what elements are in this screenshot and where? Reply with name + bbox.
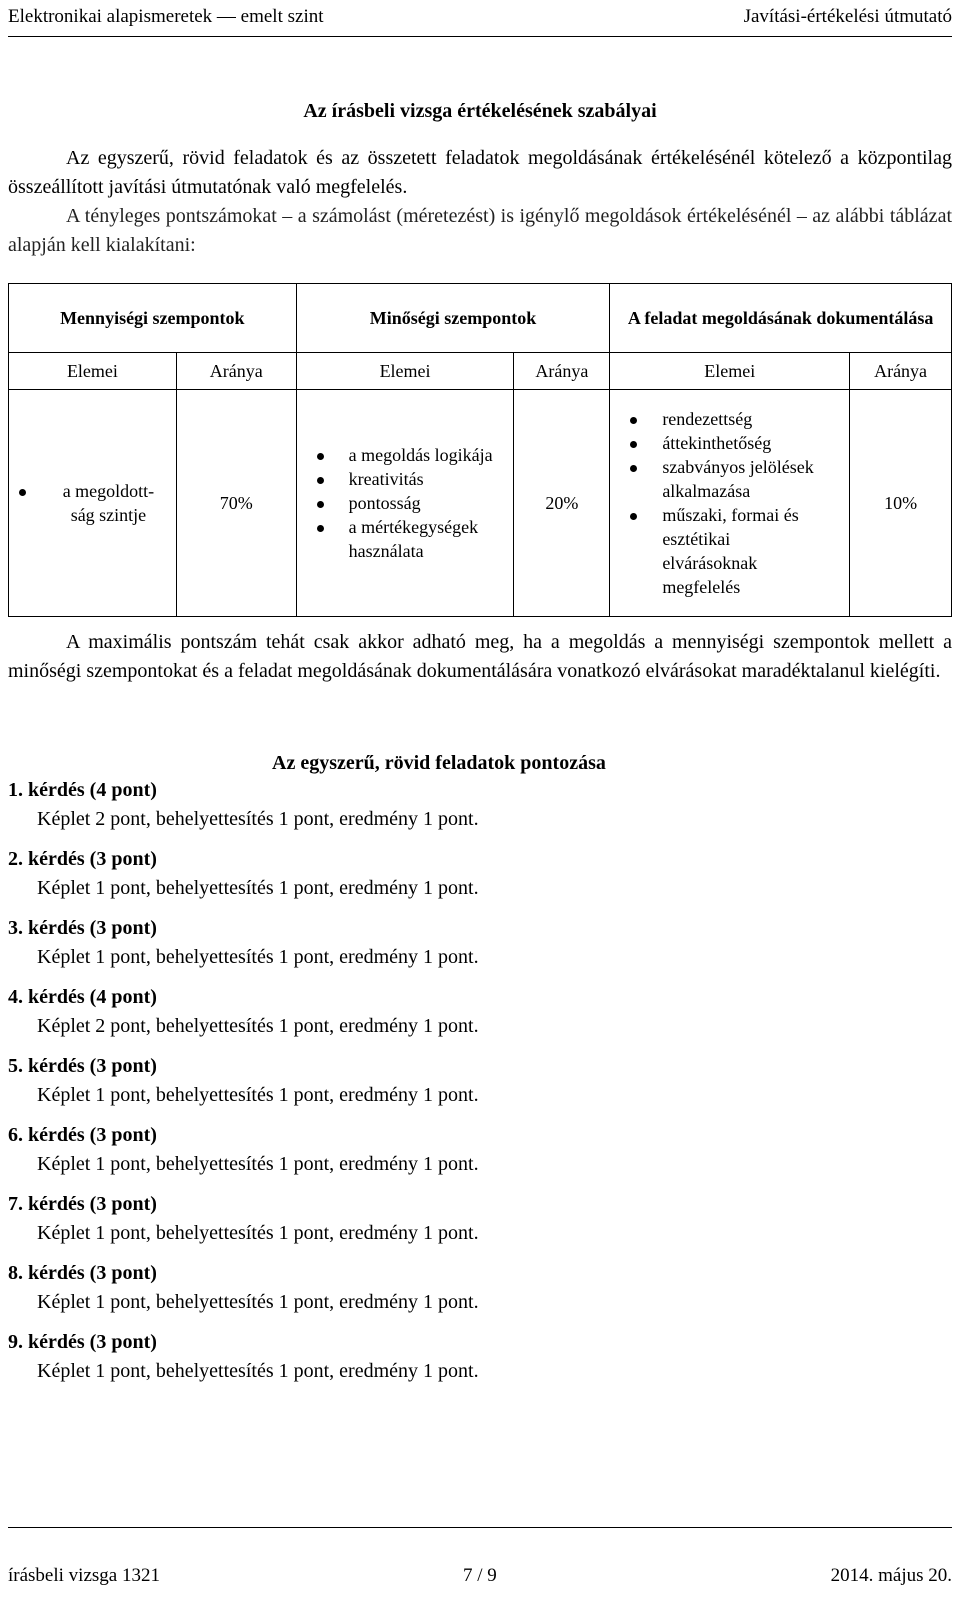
subheader-elements: Elemei	[296, 353, 514, 390]
subheader-elements: Elemei	[9, 353, 177, 390]
question-title: 8. kérdés (3 pont)	[8, 1262, 157, 1284]
quality-elements-cell	[296, 390, 514, 617]
documentation-list	[610, 407, 849, 599]
question-item	[8, 1121, 479, 1179]
question-item	[8, 1190, 479, 1248]
page-footer	[8, 1527, 952, 1587]
subheader-ratio: Aránya	[850, 353, 952, 390]
question-detail: Képlet 1 pont, behelyettesítés 1 pont, eredmény 1 pont.	[37, 1084, 479, 1106]
criteria-table	[8, 283, 952, 617]
subheader-ratio: Aránya	[514, 353, 610, 390]
quantity-list	[9, 479, 176, 527]
question-item	[8, 983, 479, 1041]
list-item: kreativitás	[349, 467, 514, 491]
question-title: 6. kérdés (3 pont)	[8, 1124, 157, 1146]
question-detail: Képlet 1 pont, behelyettesítés 1 pont, eredmény 1 pont.	[37, 1222, 479, 1244]
question-detail: Képlet 1 pont, behelyettesítés 1 pont, eredmény 1 pont.	[37, 1291, 479, 1313]
question-detail: Képlet 1 pont, behelyettesítés 1 pont, eredmény 1 pont.	[37, 946, 479, 968]
list-item: rendezettség	[662, 407, 819, 431]
section-title: Az írásbeli vizsga értékelésének szabályai	[303, 100, 657, 122]
conclusion-paragraph: A maximális pontszám tehát csak akkor adható meg, ha a megoldás a mennyiségi szempontok mellett a minőségi szempontokat és a feladat megoldásának dokumentálására vonatkozó elvárásokat maradéktalanul kielégíti.	[8, 631, 952, 682]
header-documentation: A feladat megoldásának dokumentálása	[610, 284, 952, 353]
question-title: 1. kérdés (4 pont)	[8, 779, 157, 801]
quality-list	[297, 443, 514, 563]
documentation-ratio: 10%	[850, 390, 952, 617]
page-number: 7 / 9	[463, 1565, 497, 1586]
list-item: műszaki, formai és esztétikai elvárásoknak megfelelés	[662, 503, 819, 599]
question-detail: Képlet 1 pont, behelyettesítés 1 pont, eredmény 1 pont.	[37, 1360, 479, 1382]
subheader-ratio: Aránya	[176, 353, 296, 390]
header-rule	[8, 36, 952, 37]
question-title: 3. kérdés (3 pont)	[8, 917, 157, 939]
intro-paragraph-2: A tényleges pontszámokat – a számolást (méretezést) is igénylő megoldások értékelésénél – az alábbi táblázat alapján kell kialakítani:	[8, 205, 952, 256]
question-title: 7. kérdés (3 pont)	[8, 1193, 157, 1215]
question-detail: Képlet 1 pont, behelyettesítés 1 pont, eredmény 1 pont.	[37, 1153, 479, 1175]
header-subject: Elektronikai alapismeretek — emelt szint	[8, 6, 324, 27]
list-item: pontosság	[349, 491, 514, 515]
header-quality: Minőségi szempontok	[296, 284, 610, 353]
question-title: 9. kérdés (3 pont)	[8, 1331, 157, 1353]
header-quantity: Mennyiségi szempontok	[9, 284, 297, 353]
footer-rule	[8, 1527, 952, 1528]
question-detail: Képlet 1 pont, behelyettesítés 1 pont, eredmény 1 pont.	[37, 877, 479, 899]
question-item	[8, 1052, 479, 1110]
quantity-elements-cell	[9, 390, 177, 617]
question-item	[8, 1328, 479, 1386]
question-detail: Képlet 2 pont, behelyettesítés 1 pont, eredmény 1 pont.	[37, 1015, 479, 1037]
page-header	[8, 0, 952, 38]
list-item: szabványos jelölések alkalmazása	[662, 455, 819, 503]
footer-date: 2014. május 20.	[830, 1565, 952, 1586]
documentation-elements-cell	[610, 390, 850, 617]
quantity-ratio: 70%	[176, 390, 296, 617]
question-title: 5. kérdés (3 pont)	[8, 1055, 157, 1077]
question-item	[8, 845, 479, 903]
question-item	[8, 914, 479, 972]
question-detail: Képlet 2 pont, behelyettesítés 1 pont, eredmény 1 pont.	[37, 808, 479, 830]
question-title: 2. kérdés (3 pont)	[8, 848, 157, 870]
question-item	[8, 776, 479, 834]
question-title: 4. kérdés (4 pont)	[8, 986, 157, 1008]
subheader-elements: Elemei	[610, 353, 850, 390]
list-item: a mértékegységek használata	[349, 515, 514, 563]
list-item: a megoldott-ság szintje	[51, 479, 166, 527]
list-item: a megoldás logikája	[349, 443, 514, 467]
scoring-title: Az egyszerű, rövid feladatok pontozása	[272, 752, 606, 774]
question-item	[8, 1259, 479, 1317]
intro-paragraph-1: Az egyszerű, rövid feladatok és az összetett feladatok megoldásának értékelésénél kötelező a központilag összeállított javítási útmutatónak való megfelelés.	[8, 147, 952, 198]
header-doc-type: Javítási-értékelési útmutató	[743, 6, 952, 27]
list-item: áttekinthetőség	[662, 431, 819, 455]
footer-exam-code: írásbeli vizsga 1321	[8, 1565, 160, 1586]
quality-ratio: 20%	[514, 390, 610, 617]
